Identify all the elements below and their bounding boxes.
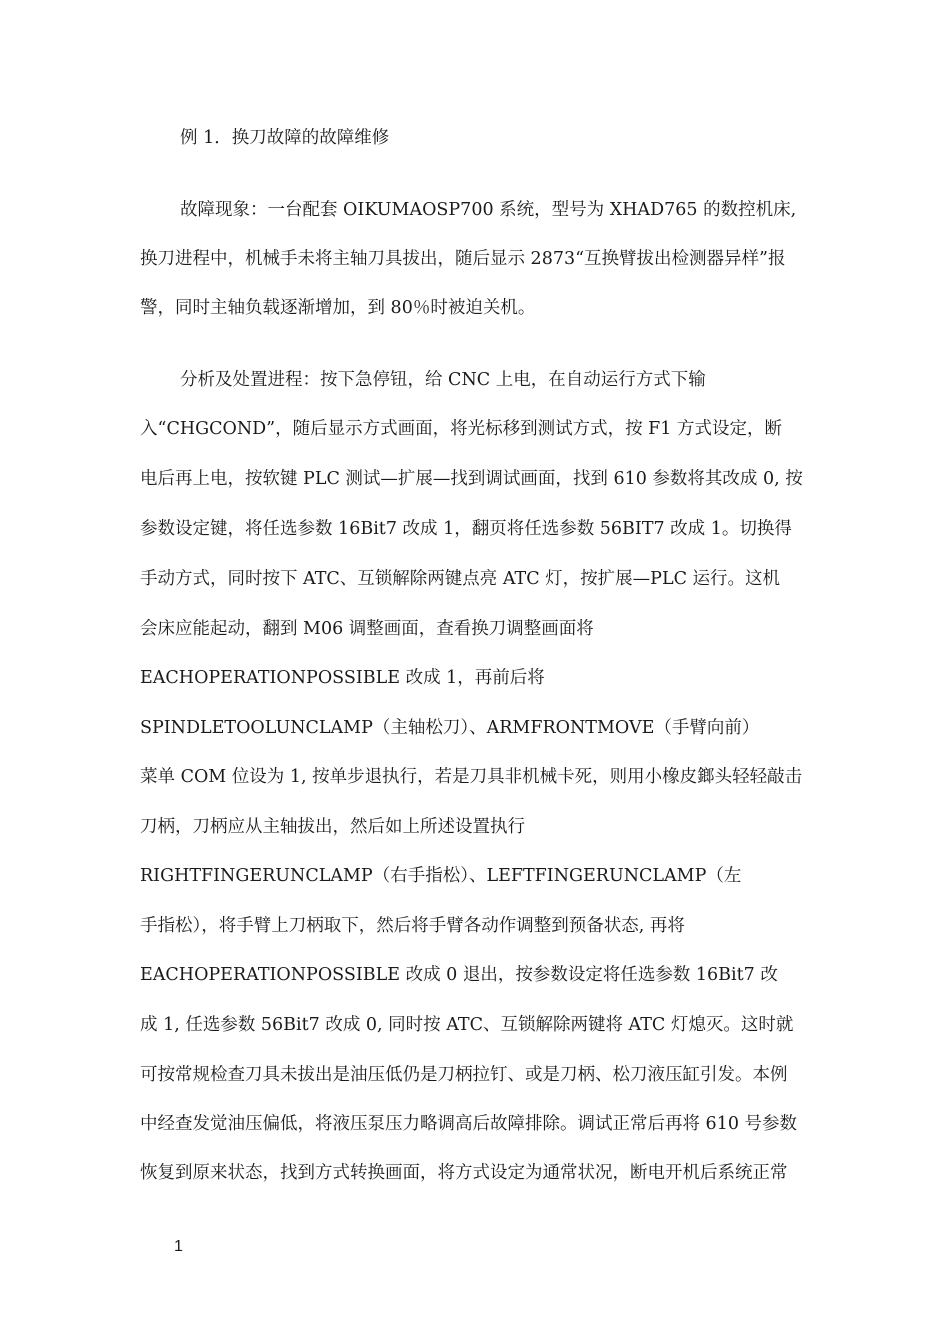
analysis-line-14: 成 1, 任选参数 56Bit7 改成 0, 同时按 ATC、互锁解除两键将 ATC 灯熄灭。这时就: [140, 1015, 794, 1035]
analysis-line-17: 恢复到原来状态，找到方式转换画面，将方式设定为通常状况，断电开机后系统正常: [140, 1163, 788, 1183]
analysis-line-9: 菜单 COM 位设为 1, 按单步退执行，若是刀具非机械卡死，则用小橡皮鎯头轻轻敲击: [140, 767, 803, 787]
analysis-line-1: 分析及处置进程：按下急停钮，给 CNC 上电，在自动运行方式下输: [180, 370, 706, 390]
analysis-line-10: 刀柄，刀柄应从主轴拔出，然后如上所述设置执行: [140, 817, 525, 837]
fault-phenomenon-line-1: 故障现象：一台配套 OIKUMAOSP700 系统，型号为 XHAD765 的数控机床,: [180, 200, 797, 220]
fault-phenomenon-line-3: 警，同时主轴负载逐渐增加，到 80％时被迫关机。: [140, 298, 536, 318]
analysis-line-6: 会床应能起动，翻到 M06 调整画面，查看换刀调整画面将: [140, 619, 594, 639]
analysis-line-15: 可按常规检查刀具未拔出是油压低仍是刀柄拉钉、或是刀柄、松刀液压缸引发。本例: [140, 1065, 788, 1085]
analysis-line-2: 入“CHGCOND”，随后显示方式画面，将光标移到测试方式，按 F1 方式设定，断: [140, 419, 783, 439]
analysis-line-3: 电后再上电，按软键 PLC 测试—扩展—找到调试画面，找到 610 参数将其改成 0, 按: [140, 469, 803, 489]
analysis-line-12: 手指松），将手臂上刀柄取下，然后将手臂各动作调整到预备状态, 再将: [140, 916, 685, 936]
analysis-line-13: EACHOPERATIONPOSSIBLE 改成 0 退出，按参数设定将任选参数 16Bit7 改: [140, 965, 778, 985]
fault-phenomenon-line-2: 换刀进程中，机械手未将主轴刀具拔出，随后显示 2873“互换臂拔出检测器异样”报: [140, 249, 786, 269]
analysis-line-11: RIGHTFINGERUNCLAMP（右手指松）、LEFTFINGERUNCLAMP（左: [140, 866, 742, 886]
analysis-line-8: SPINDLETOOLUNCLAMP（主轴松刀）、ARMFRONTMOVE（手臂向前）: [140, 718, 760, 738]
analysis-line-16: 中经查发觉油压偏低，将液压泵压力略调高后故障排除。调试正常后再将 610 号参数: [140, 1114, 798, 1134]
analysis-line-4: 参数设定键，将任选参数 16Bit7 改成 1，翻页将任选参数 56BIT7 改成 1。切换得: [140, 519, 792, 539]
page-number: 1: [174, 1238, 183, 1255]
analysis-line-5: 手动方式，同时按下 ATC、互锁解除两键点亮 ATC 灯，按扩展—PLC 运行。这机: [140, 569, 781, 589]
analysis-line-7: EACHOPERATIONPOSSIBLE 改成 1，再前后将: [140, 668, 545, 688]
section-heading: 例 1．换刀故障的故障维修: [180, 128, 390, 148]
